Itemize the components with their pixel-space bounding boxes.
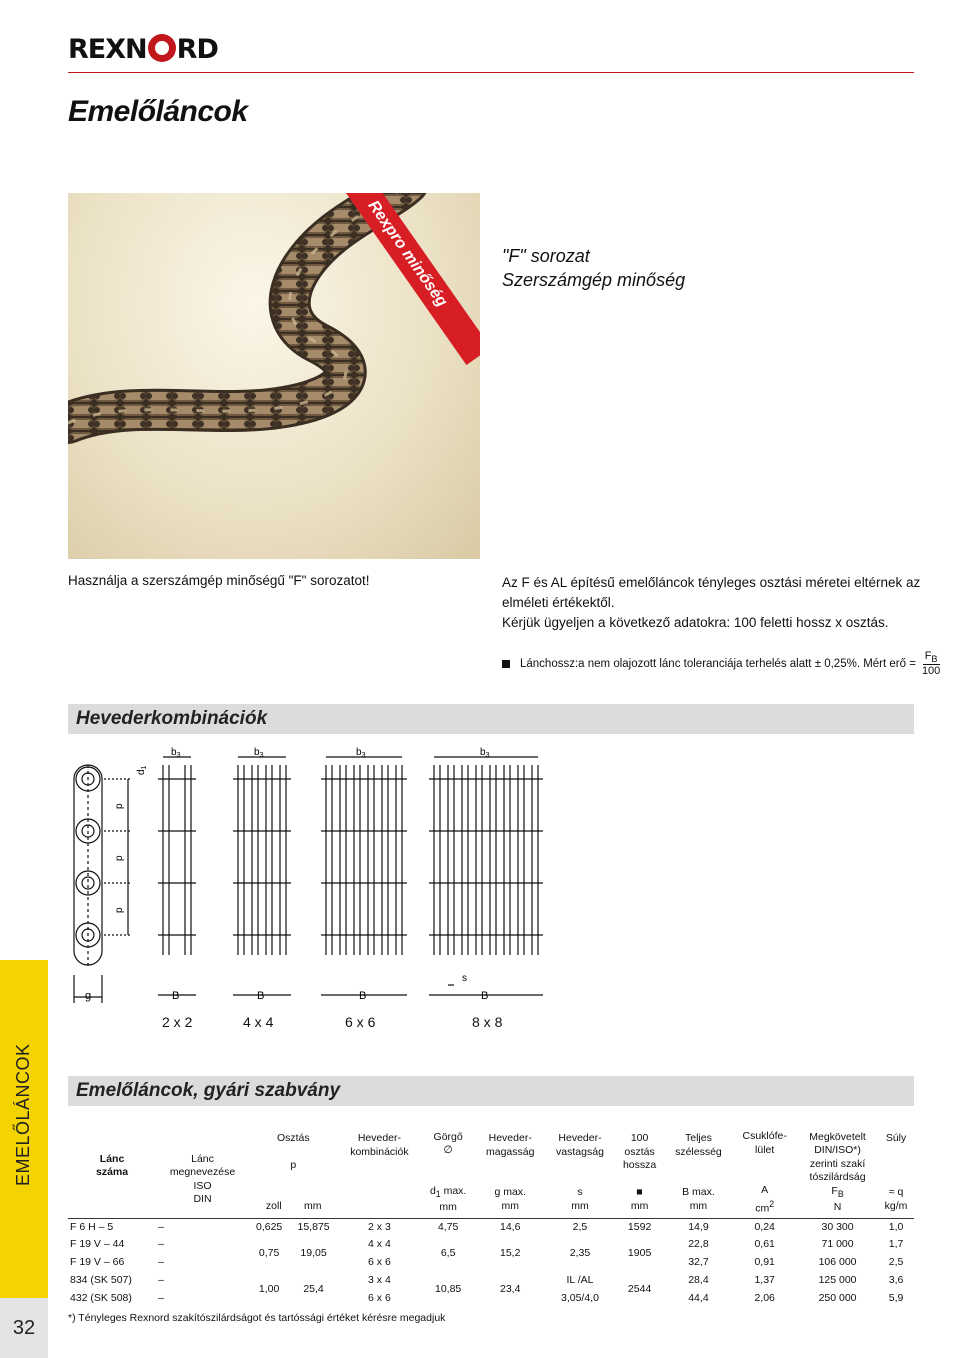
footnote: *) Tényleges Rexnord szakítószilárdságot és tartóssági értéket kérésre megadjuk	[68, 1312, 446, 1324]
combo-6x6	[321, 757, 407, 995]
section-heading-standard: Emelőláncok, gyári szabvány	[68, 1076, 914, 1106]
table-row: F 19 V – 66 – 6 x 6 32,7 0,91 106 000 2,5	[70, 1256, 904, 1269]
combo-label-4x4: 4 x 4	[243, 1014, 274, 1030]
force-fraction: $\frac{F_B}{100}$	[921, 650, 941, 678]
b3-label-2: $b_3$	[254, 747, 264, 759]
table-row: F 6 H – 5 – 0,625 15,875 2 x 3 4,75 14,6 2,5 1592 14,9 0,24 30 300 1,0	[70, 1220, 904, 1233]
logo-o-mark	[148, 34, 176, 62]
page-title: Emelőláncok	[68, 95, 248, 128]
plate-combination-diagram	[68, 745, 914, 1045]
combo-label-6x6: 6 x 6	[345, 1014, 376, 1030]
combo-8x8	[429, 757, 543, 995]
d1-label: $d_1$	[136, 765, 148, 775]
usage-text: Használja a szerszámgép minőségű "F" sorozatot!	[68, 573, 370, 588]
header-rule	[68, 72, 914, 73]
g-label: g	[85, 990, 92, 1002]
B-label-3: B	[359, 990, 367, 1002]
chain-photo	[68, 193, 480, 559]
B-label-1: B	[172, 990, 180, 1002]
table-row: F 19 V – 44 – 0,75 19,05 4 x 4 6,5 15,2 2,35 1905 22,8 0,61 71 000 1,7	[70, 1238, 904, 1260]
table-row: 834 (SK 507) – 1,00 25,4 3 x 4 10,85 23,4 IL /AL 2544 28,4 1,37 125 000 3,6	[70, 1274, 904, 1296]
side-view-chain	[74, 765, 130, 1003]
combo-2x2	[158, 757, 196, 995]
table-header-row: Lánc száma Lánc megnevezése ISO DIN Osztás p zoll mm Heveder- kombinációk Görgő ∅ $d_1$ max. mm Heveder- magasság g max. mm Heveder- vastagság s mm 100 osztás hossza ■ mm Teljes szélesség B max. mm Csuklófe- lület A $cm^2$ Megkövetelt DIN/ISO*) zerinti szakí tószilárdság $F_B$ N Súly ≈ q kg/m	[96, 1130, 908, 1214]
side-tab-label: EMELŐLÁNCOK	[13, 1043, 33, 1186]
rexnord-logo: REXN RD	[68, 34, 218, 65]
combo-4x4	[233, 757, 291, 995]
quality-ribbon: Rexpro minőség	[323, 193, 480, 365]
B-label-2: B	[257, 990, 265, 1002]
B-label-4: B	[481, 990, 489, 1002]
s-label: s	[462, 973, 467, 984]
b3-label-3: $b_3$	[356, 747, 366, 759]
pitch-label-2: p	[114, 855, 125, 861]
pitch-note: Az F és AL építésű emelőláncok tényleges osztási méretei eltérnek az elméleti értékektől. Kérjük ügyeljen a következő adatokra: 100 feletti hossz x osztás.	[502, 575, 921, 630]
series-heading: "F" sorozat Szerszámgép minőség	[502, 246, 686, 290]
section-heading-plate-combinations: Hevederkombinációk	[68, 704, 914, 734]
page-number: 32	[0, 1298, 48, 1358]
combo-label-8x8: 8 x 8	[472, 1014, 503, 1030]
square-bullet-icon	[502, 660, 510, 668]
b3-label-4: $b_3$	[480, 747, 490, 759]
tolerance-note: Lánchossz:a nem olajozott lánc toleranciája terhelés alatt ± 0,25%. Mért erő = $\frac{F_B}{100}$	[502, 650, 940, 677]
spec-table	[68, 1128, 914, 1308]
combo-label-2x2: 2 x 2	[162, 1014, 193, 1030]
pitch-label-1: p	[114, 803, 125, 809]
table-row: 432 (SK 508) – 6 x 6 3,05/4,0 44,4 2,06 250 000 5,9	[70, 1292, 904, 1305]
pitch-label-3: p	[114, 907, 125, 913]
b3-label-1: $b_3$	[171, 747, 181, 759]
